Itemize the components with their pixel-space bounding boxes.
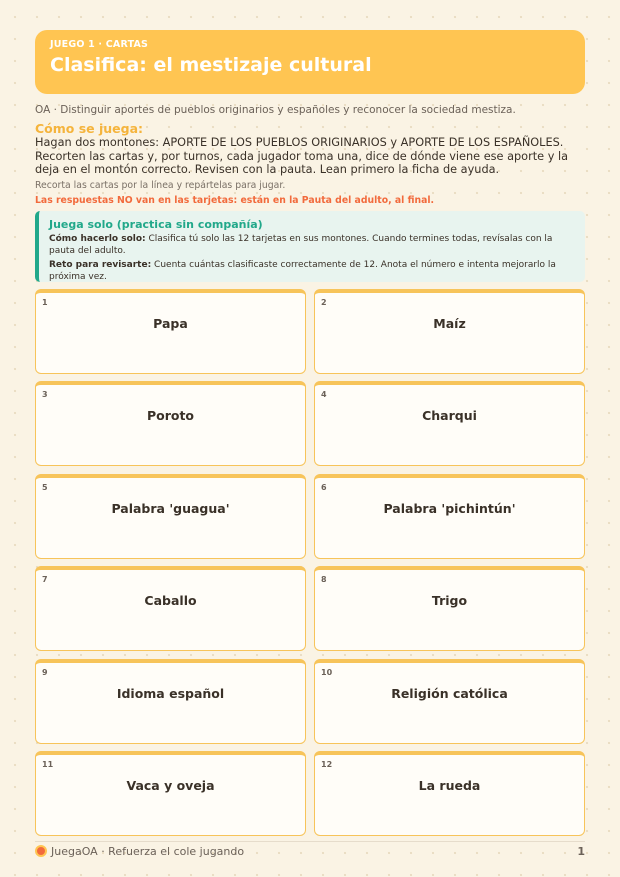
card[interactable]: [35, 659, 306, 744]
card-label: La rueda: [418, 778, 481, 793]
card[interactable]: [35, 751, 306, 836]
card-number: 10: [321, 668, 333, 677]
card[interactable]: [314, 751, 585, 836]
solo-challenge-text: Cuenta cuántas clasificaste correctamente de 12. Anota el número e intenta mejorarlo la próxima vez.: [49, 260, 556, 282]
card-label: Idioma español: [116, 686, 225, 701]
card-number: 9: [42, 668, 48, 677]
card[interactable]: [35, 381, 306, 466]
card-label: Poroto: [146, 408, 195, 423]
card[interactable]: [314, 474, 585, 559]
solo-how-text: Clasifica tú solo las 12 tarjetas en sus montones. Cuando termines todas, revísalas con la pauta del adulto.: [49, 234, 553, 256]
solo-challenge: [49, 260, 575, 283]
card-label: Maíz: [433, 316, 466, 331]
brand-logo-icon: [35, 845, 47, 857]
footer: [35, 843, 585, 859]
card-number: 6: [321, 483, 327, 492]
solo-challenge-label: Reto para revisarte:: [49, 260, 152, 270]
card-number: 2: [321, 298, 327, 307]
card[interactable]: [35, 474, 306, 559]
game-kicker: JUEGO 1 · CARTAS: [50, 39, 149, 50]
card[interactable]: [314, 289, 585, 374]
page-number: 1: [577, 844, 585, 858]
card[interactable]: [314, 659, 585, 744]
card-label: Palabra 'pichintún': [383, 501, 516, 516]
card-label: Religión católica: [391, 686, 508, 701]
card-number: 1: [42, 298, 48, 307]
card-label: Caballo: [144, 593, 197, 608]
card-label: Vaca y oveja: [126, 778, 215, 793]
learning-objective: OA · Distinguir aportes de pueblos originarios y españoles y reconocer la sociedad mestiza.: [35, 104, 516, 116]
card-number: 3: [42, 390, 48, 399]
card-number: 5: [42, 483, 48, 492]
card-label: Trigo: [431, 593, 468, 608]
card-number: 8: [321, 575, 327, 584]
card-number: 7: [42, 575, 48, 584]
card-number: 12: [321, 760, 333, 769]
card-number: 11: [42, 760, 54, 769]
cut-instructions: Recorta las cartas por la línea y repártelas para jugar.: [35, 180, 286, 191]
card-label: Charqui: [422, 408, 477, 423]
card-label: Papa: [153, 316, 188, 331]
footer-brand: JuegaOA · Refuerza el cole jugando: [51, 844, 245, 858]
how-to-play-body: Hagan dos montones: APORTE DE LOS PUEBLOS ORIGINARIOS y APORTE DE LOS ESPAÑOLES. Recorten las cartas y, por turnos, cada jugador toma una, dice de dónde viene ese aporte y la deja en el montón correcto. Revisen con la pauta. Lean primero la ficha de ayuda.: [35, 136, 569, 177]
page-title: Clasifica: el mestizaje cultural: [50, 54, 372, 76]
card[interactable]: [314, 566, 585, 651]
card[interactable]: [35, 566, 306, 651]
solo-title: Juega solo (practica sin compañía): [49, 218, 263, 231]
card[interactable]: [314, 381, 585, 466]
solo-play-box: [35, 211, 585, 282]
card-label: Palabra 'guagua': [111, 501, 230, 516]
answers-warning: Las respuestas NO van en las tarjetas: están en la Pauta del adulto, al final.: [35, 195, 435, 206]
game-header: [35, 30, 585, 94]
solo-how: [49, 234, 575, 257]
solo-how-label: Cómo hacerlo solo:: [49, 234, 146, 244]
how-to-play-title: Cómo se juega:: [35, 121, 144, 136]
card[interactable]: [35, 289, 306, 374]
card-number: 4: [321, 390, 327, 399]
footer-divider: [35, 841, 585, 842]
